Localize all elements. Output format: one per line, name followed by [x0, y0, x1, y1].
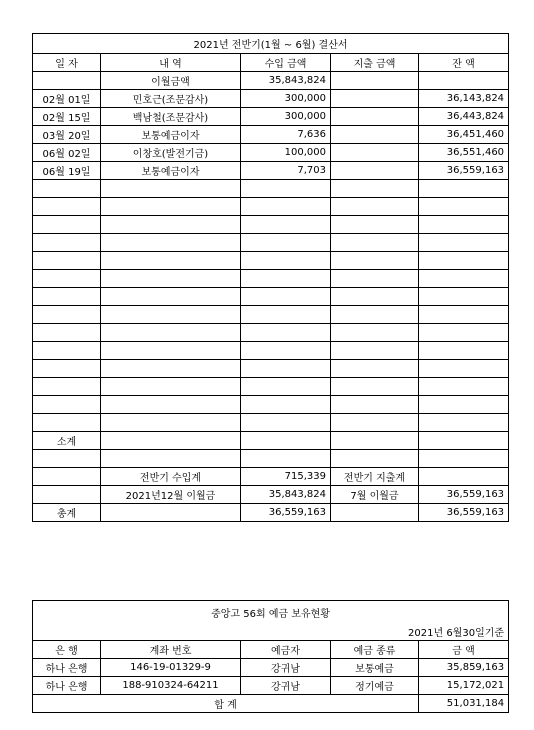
header-expense: 지출 금액: [331, 54, 419, 72]
ledger-empty-row: [33, 342, 509, 360]
row-date: 02월 15일: [33, 108, 101, 126]
ledger-empty-row: [33, 216, 509, 234]
carry-next-value: 36,559,163: [419, 486, 509, 504]
row-income: 35,843,824: [241, 72, 331, 90]
row-description: 이월금액: [101, 72, 241, 90]
row-date: 06월 02일: [33, 144, 101, 162]
ledger-empty-row: [33, 306, 509, 324]
row-expense: [331, 90, 419, 108]
row-description: 보통예금이자: [101, 162, 241, 180]
deposit-total-row: [33, 695, 509, 713]
subtotal-label: 소계: [33, 432, 101, 450]
row-balance: 36,551,460: [419, 144, 509, 162]
ledger-empty-row: [33, 270, 509, 288]
row-balance: 36,451,460: [419, 126, 509, 144]
deposit-asof-row: [33, 623, 509, 641]
row-expense: [331, 144, 419, 162]
blank-row: [33, 450, 509, 468]
header-holder: 예금자: [241, 641, 331, 659]
header-bank: 은 행: [33, 641, 101, 659]
ledger-row: [33, 108, 509, 126]
row-date: 06월 19일: [33, 162, 101, 180]
deposit-row: [33, 659, 509, 677]
deposit-amount: 15,172,021: [419, 677, 509, 695]
ledger-empty-row: [33, 252, 509, 270]
income-total-label: 전반기 수입계: [101, 468, 241, 486]
deposit-bank: 하나 은행: [33, 677, 101, 695]
header-income: 수입 금액: [241, 54, 331, 72]
ledger-row: [33, 144, 509, 162]
row-balance: [419, 72, 509, 90]
settlement-table: [32, 33, 509, 522]
deposit-header-row: [33, 641, 509, 659]
header-type: 예금 종류: [331, 641, 419, 659]
deposit-title: 중앙고 56회 예금 보유현황: [33, 601, 509, 624]
deposit-holder: 강귀남: [241, 677, 331, 695]
ledger-row: [33, 72, 509, 90]
row-income: 300,000: [241, 90, 331, 108]
half-total-row: [33, 468, 509, 486]
settlement-body: [33, 72, 509, 432]
deposit-table: [32, 600, 509, 713]
header-date: 일 자: [33, 54, 101, 72]
row-description: 이창호(발전기금): [101, 144, 241, 162]
row-date: 02월 01일: [33, 90, 101, 108]
deposit-account: 188-910324-64211: [101, 677, 241, 695]
deposit-type: 보통예금: [331, 659, 419, 677]
deposit-bank: 하나 은행: [33, 659, 101, 677]
row-expense: [331, 72, 419, 90]
deposit-type: 정기예금: [331, 677, 419, 695]
row-balance: 36,443,824: [419, 108, 509, 126]
row-income: 100,000: [241, 144, 331, 162]
deposit-row: [33, 677, 509, 695]
deposit-holder: 강귀남: [241, 659, 331, 677]
row-description: 백남철(조문감사): [101, 108, 241, 126]
ledger-empty-row: [33, 324, 509, 342]
grand-income-value: 36,559,163: [241, 504, 331, 522]
row-date: 03월 20일: [33, 126, 101, 144]
carry-income-label: 2021년12월 이월금: [101, 486, 241, 504]
row-description: 민호근(조문감사): [101, 90, 241, 108]
deposit-total-value: 51,031,184: [419, 695, 509, 713]
ledger-row: [33, 90, 509, 108]
grand-total-label: 총계: [33, 504, 101, 522]
ledger-empty-row: [33, 180, 509, 198]
ledger-row: [33, 126, 509, 144]
row-description: 보통예금이자: [101, 126, 241, 144]
row-income: 7,636: [241, 126, 331, 144]
settlement-title-row: [33, 34, 509, 54]
ledger-empty-row: [33, 378, 509, 396]
subtotal-row: [33, 432, 509, 450]
row-expense: [331, 162, 419, 180]
income-total-value: 715,339: [241, 468, 331, 486]
deposit-title-row: [33, 601, 509, 624]
settlement-title: 2021년 전반기(1월 ~ 6월) 결산서: [33, 34, 509, 54]
carry-next-label: 7월 이월금: [331, 486, 419, 504]
ledger-empty-row: [33, 360, 509, 378]
ledger-row: [33, 162, 509, 180]
deposit-account: 146-19-01329-9: [101, 659, 241, 677]
carry-income-value: 35,843,824: [241, 486, 331, 504]
carry-over-row: [33, 486, 509, 504]
grand-balance-value: 36,559,163: [419, 504, 509, 522]
row-expense: [331, 108, 419, 126]
row-expense: [331, 126, 419, 144]
ledger-empty-row: [33, 414, 509, 432]
deposit-amount: 35,859,163: [419, 659, 509, 677]
row-balance: 36,559,163: [419, 162, 509, 180]
header-description: 내 역: [101, 54, 241, 72]
header-balance: 잔 액: [419, 54, 509, 72]
row-balance: 36,143,824: [419, 90, 509, 108]
ledger-empty-row: [33, 234, 509, 252]
header-account: 계좌 번호: [101, 641, 241, 659]
ledger-empty-row: [33, 198, 509, 216]
deposit-total-label: 합 계: [33, 695, 419, 713]
header-amount: 금 액: [419, 641, 509, 659]
deposit-as-of: 2021년 6월30일기준: [33, 623, 509, 641]
ledger-empty-row: [33, 288, 509, 306]
row-income: 7,703: [241, 162, 331, 180]
settlement-header-row: [33, 54, 509, 72]
row-income: 300,000: [241, 108, 331, 126]
grand-total-row: [33, 504, 509, 522]
row-date: [33, 72, 101, 90]
ledger-empty-row: [33, 396, 509, 414]
expense-total-label: 전반기 지출계: [331, 468, 419, 486]
